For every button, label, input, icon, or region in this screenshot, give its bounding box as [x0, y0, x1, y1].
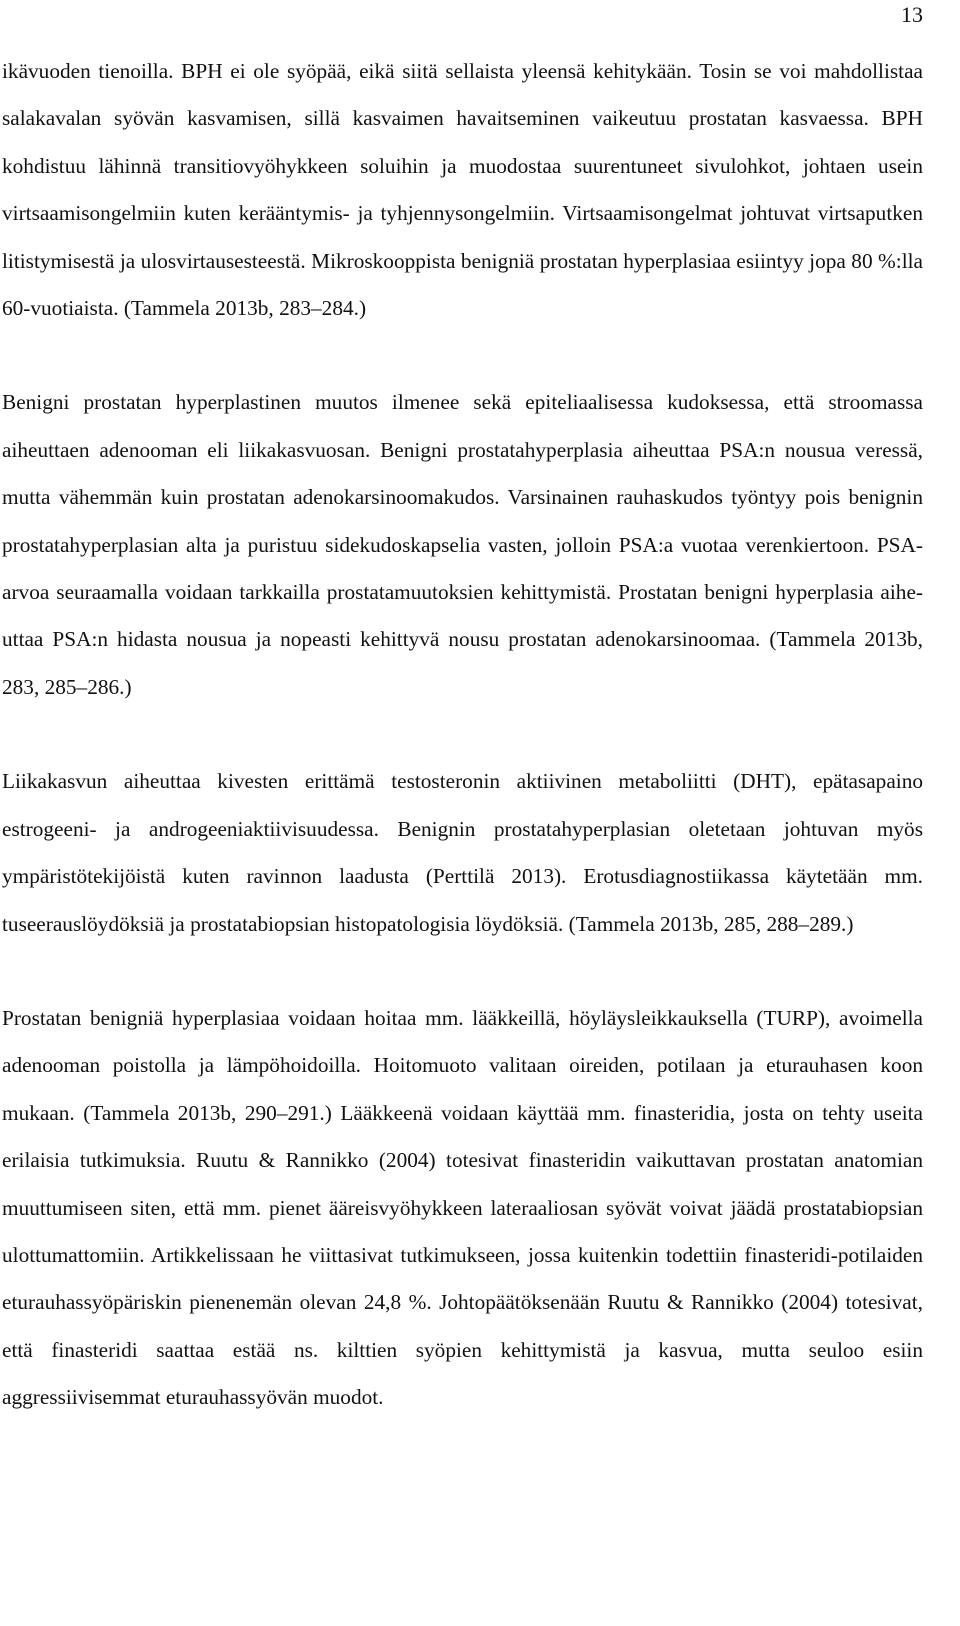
paragraph-psa: Benigni prostatan hyperplastinen muutos ilmenee sekä epiteliaalisessa kudoksessa, että stroomassa aiheuttaen adenooman eli liikakasvuosan. Benigni prostatahyperplasia aiheuttaa PSA:n nousua veressä, mutta vähemmän kuin prostatan adenokarsinoomakudos. Varsinainen rauhaskudos työntyy pois benignin prostatahyperplasian alta ja puristuu sidekudoskapselia vasten, jolloin PSA:a vuotaa verenkiertoon. PSA-arvoa seuraamalla voidaan tarkkailla prostatamuutoksien kehittymistä. Prostatan benigni hyperplasia aiheuttaa PSA:n hidasta nousua ja nopeasti kehittyvä nousu prostatan adenokarsinoomaa. (Tammela 2013b, 283, 285–286.)	[2, 390, 923, 699]
page-number: 13	[901, 2, 923, 27]
document-body	[2, 48, 923, 1422]
paragraph-causes: Liikakasvun aiheuttaa kivesten erittämä testosteronin aktiivinen metaboliitti (DHT), epätasapaino estrogeeni- ja androgeeniaktiivisuudessa. Benignin prostatahyperplasian oletetaan johtuvan myös ympäristötekijöistä kuten ravinnon laadusta (Perttilä 2013). Erotusdiagnostiikassa käytetään mm. tuseerauslöydöksiä ja prostatabiopsian histopatologisia löydöksiä. (Tammela 2013b, 285, 288–289.)	[2, 769, 923, 936]
paragraph-bph-overview: ikävuoden tienoilla. BPH ei ole syöpää, eikä siitä sellaista yleensä kehitykään. Tosin se voi mahdollistaa salakavalan syövän kasvamisen, sillä kasvaimen havaitseminen vaikeutuu prostatan kasvaessa. BPH kohdistuu lähinnä transitiovyöhykkeen soluihin ja muodostaa suurentuneet sivulohkot, johtaen usein virtsaamisongelmiin kuten kerääntymis- ja tyhjennysongelmiin. Virtsaamisongelmat johtuvat virtsaputken litistymisestä ja ulosvirtausesteestä. Mikroskooppista benigniä prostatan hyperplasiaa esiintyy jopa 80 %:lla 60-vuotiaista. (Tammela 2013b, 283–284.)	[2, 59, 923, 321]
paragraph-treatment: Prostatan benigniä hyperplasiaa voidaan hoitaa mm. lääkkeillä, höyläysleikkauksella (TURP), avoimella adenooman poistolla ja lämpöhoidoilla. Hoitomuoto valitaan oireiden, potilaan ja eturauhasen koon mukaan. (Tammela 2013b, 290–291.) Lääkkeenä voidaan käyttää mm. finasteridia, josta on tehty useita erilaisia tutkimuksia. Ruutu & Rannikko (2004) totesivat finasteridin vaikuttavan prostatan anatomian muuttumiseen siten, että mm. pienet ääreisvyöhykkeen lateraaliosan syövät voivat jäädä prostatabiopsian ulottumattomiin. Artikkelissaan he viittasivat tutkimukseen, jossa kuitenkin todettiin finasteridi-potilaiden eturauhassyöpäriskin pienenemän olevan 24,8 %. Johtopäätöksenään Ruutu & Rannikko (2004) totesivat, että finasteridi saattaa estää ns. kilttien syöpien kehittymistä ja kasvua, mutta seuloo esiin aggressiivisemmat eturauhassyövän muodot.	[2, 1005, 923, 1410]
